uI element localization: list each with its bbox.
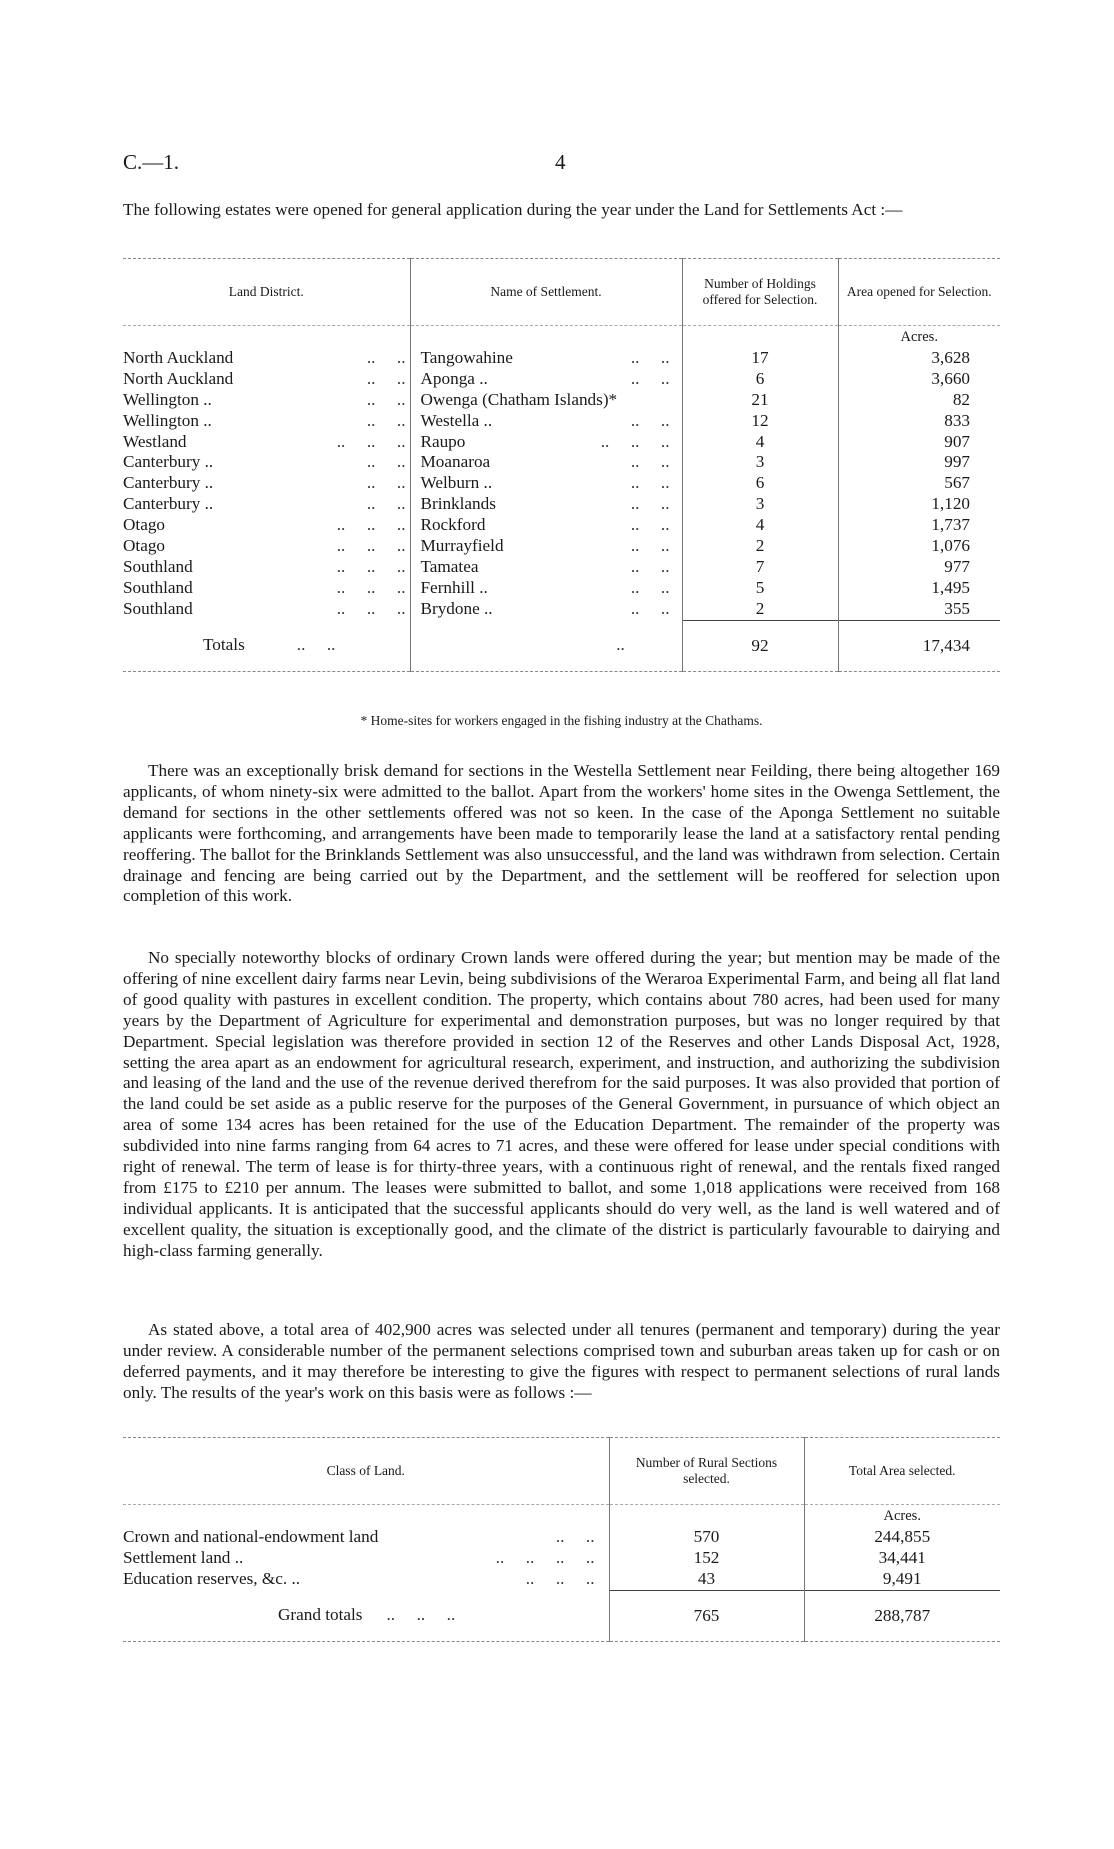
document-reference: C.—1. — [123, 150, 180, 174]
table-row — [123, 515, 1000, 536]
settlement-leader-dots: .. .. — [630, 368, 670, 388]
total-area: 17,434 — [838, 620, 1000, 671]
paragraph-total-area: As stated above, a total area of 402,900 acres was selected under all tenures (permanent and temporary) during the year under review. A considerable number of the permanent selections comprised town and suburban areas taken up for cash or on deferred payments, and it may therefore be interesting to give the figures with respect to permanent selections of rural lands only. The results of the year's work on this basis were as follows :— — [123, 1320, 1000, 1402]
settlement-leader-dots: .. .. — [630, 556, 670, 576]
settlement-name: Brinklands — [420, 494, 496, 514]
table-row — [123, 578, 1000, 599]
land-district: Canterbury .. — [123, 452, 214, 472]
grand-totals-leader: .. .. .. — [386, 1605, 456, 1625]
grand-total-area: 288,787 — [804, 1590, 1000, 1641]
land-district: Otago — [123, 515, 166, 535]
land-district: Wellington .. — [123, 389, 212, 409]
land-class: Settlement land .. — [123, 1547, 244, 1567]
settlement-leader-dots: .. .. — [630, 515, 670, 535]
district-leader-dots: .. .. .. — [336, 577, 406, 597]
rural-table-header-row — [123, 1438, 1000, 1505]
land-district: North Auckland — [123, 347, 234, 367]
settlement-name: Rockford — [420, 515, 486, 535]
grand-totals-label: Grand totals — [278, 1605, 363, 1625]
settlement-name: Murrayfield — [420, 536, 504, 556]
district-leader-dots: .. .. .. — [336, 599, 406, 619]
area-acres: 907 — [838, 432, 1000, 453]
land-district: Canterbury .. — [123, 494, 214, 514]
holdings-count: 2 — [682, 599, 838, 620]
land-district: Wellington .. — [123, 410, 212, 430]
area-acres: 1,076 — [838, 536, 1000, 557]
table-row — [123, 1527, 1000, 1548]
table-row — [123, 369, 1000, 390]
table-row — [123, 557, 1000, 578]
holdings-count: 5 — [682, 578, 838, 599]
units-row — [123, 326, 1000, 348]
settlement-leader-dots: .. .. — [630, 473, 670, 493]
paragraph-westella: There was an exceptionally brisk demand for sections in the Westella Settlement near Feilding, there being altogether 169 applicants, of whom ninety-six were admitted to the ballot. Apart from the workers' home sites in the Owenga Settlement, the demand for sections in the other settlements offered was not so keen. In the case of the Aponga Settlement no suitable applicants were forthcoming, and arrangements have been made to temporarily lease the land at a satisfactory rental pending reoffering. The ballot for the Brinklands Settlement was also unsuccessful, and the land was withdrawn from selection. Certain drainage and fencing are being carried out by the Department, and the settlement will be reoffered for selection upon completion of this work. — [123, 761, 1000, 906]
area-acres: 833 — [838, 411, 1000, 432]
area-acres: 997 — [838, 452, 1000, 473]
rural-area-acres: 34,441 — [804, 1548, 1000, 1569]
table-row — [123, 411, 1000, 432]
totals-label: Totals — [203, 635, 245, 655]
holdings-count: 4 — [682, 515, 838, 536]
district-leader-dots: .. .. — [366, 368, 406, 388]
table-row — [123, 1569, 1000, 1590]
area-acres: 977 — [838, 557, 1000, 578]
holdings-count: 17 — [682, 348, 838, 369]
district-leader-dots: .. .. .. — [336, 431, 406, 451]
land-district: Canterbury .. — [123, 473, 214, 493]
area-acres: 3,660 — [838, 369, 1000, 390]
totals-row — [123, 620, 1000, 671]
rural-sections-count: 152 — [609, 1548, 804, 1569]
settlement-leader-dots: .. .. .. — [600, 431, 670, 451]
district-leader-dots: .. .. — [366, 410, 406, 430]
grand-totals-row — [123, 1590, 1000, 1641]
rural-area-acres: 244,855 — [804, 1527, 1000, 1548]
settlement-name: Owenga (Chatham Islands)* — [420, 389, 618, 409]
rural-sections-count: 570 — [609, 1527, 804, 1548]
district-leader-dots: .. .. — [366, 389, 406, 409]
settlement-leader-dots: .. .. — [630, 536, 670, 556]
district-leader-dots: .. .. — [366, 494, 406, 514]
settlement-leader-dots: .. .. — [630, 494, 670, 514]
district-leader-dots: .. .. — [366, 347, 406, 367]
rural-sections-count: 43 — [609, 1569, 804, 1590]
land-district: Westland — [123, 431, 187, 451]
land-class: Crown and national-endowment land — [123, 1526, 379, 1546]
settlement-name: Tamatea — [420, 556, 479, 576]
table-row — [123, 473, 1000, 494]
holdings-count: 6 — [682, 369, 838, 390]
district-leader-dots: .. .. .. — [336, 556, 406, 576]
district-leader-dots: .. .. .. — [336, 536, 406, 556]
settlement-leader-dots: .. .. — [630, 599, 670, 619]
header-rural-sections: Number of Rural Sections selected. — [609, 1438, 804, 1505]
area-acres: 3,628 — [838, 348, 1000, 369]
settlement-name: Brydone .. — [420, 599, 493, 619]
header-class-of-land: Class of Land. — [326, 1463, 405, 1478]
land-district: Otago — [123, 536, 166, 556]
area-acres: 82 — [838, 390, 1000, 411]
table-row — [123, 348, 1000, 369]
holdings-count: 4 — [682, 432, 838, 453]
header-holdings: Number of Holdings offered for Selection. — [682, 259, 838, 326]
holdings-count: 7 — [682, 557, 838, 578]
area-acres: 355 — [838, 599, 1000, 620]
area-units-label: Acres. — [900, 329, 938, 345]
area-acres: 1,120 — [838, 494, 1000, 515]
page-number: 4 — [555, 150, 566, 174]
table-row — [123, 452, 1000, 473]
district-leader-dots: .. .. .. — [336, 515, 406, 535]
table-row — [123, 494, 1000, 515]
area-acres: 1,737 — [838, 515, 1000, 536]
land-district: Southland — [123, 556, 193, 576]
land-district: Southland — [123, 577, 193, 597]
total-holdings: 92 — [682, 620, 838, 671]
header-area: Area opened for Selection. — [838, 259, 1000, 326]
header-settlement-name: Name of Settlement. — [410, 259, 682, 326]
totals-settlement-leader: .. — [616, 635, 625, 655]
rural-selections-table — [123, 1437, 1000, 1642]
class-leader-dots: .. .. — [555, 1526, 595, 1546]
settlement-leader-dots: .. .. — [630, 347, 670, 367]
area-acres: 1,495 — [838, 578, 1000, 599]
rural-units-row — [123, 1505, 1000, 1527]
settlement-name: Fernhill .. — [420, 577, 488, 597]
settlement-name: Moanaroa — [420, 452, 491, 472]
table-row — [123, 1548, 1000, 1569]
settlement-name: Welburn .. — [420, 473, 493, 493]
holdings-count: 2 — [682, 536, 838, 557]
settlement-name: Westella .. — [420, 410, 493, 430]
table-row — [123, 390, 1000, 411]
holdings-count: 6 — [682, 473, 838, 494]
land-class: Education reserves, &c. .. — [123, 1568, 301, 1588]
area-acres: 567 — [838, 473, 1000, 494]
settlement-name: Raupo — [420, 431, 466, 451]
district-leader-dots: .. .. — [366, 452, 406, 472]
rural-area-acres: 9,491 — [804, 1569, 1000, 1590]
holdings-count: 3 — [682, 452, 838, 473]
table-row — [123, 599, 1000, 620]
totals-leader: .. .. — [296, 635, 336, 655]
settlement-name: Tangowahine — [420, 347, 513, 367]
land-district: Southland — [123, 599, 193, 619]
settlement-leader-dots: .. .. — [630, 410, 670, 430]
table-row — [123, 432, 1000, 453]
intro-paragraph: The following estates were opened for general application during the year under the Land for Settlements Act :— — [123, 200, 903, 219]
table-header-row — [123, 259, 1000, 326]
paragraph-crown-lands: No specially noteworthy blocks of ordinary Crown lands were offered during the year; but mention may be made of the offering of nine excellent dairy farms near Levin, being subdivisions of the Weraroa Experimental Farm, and being all flat land of good quality with pastures in excellent condition. The property, which contains about 780 acres, had been used for many years by the Department of Agriculture for experimental and demonstration purposes, but was no longer required by that Department. Special legislation was therefore provided in section 12 of the Reserves and other Lands Disposal Act, 1928, setting the area apart as an endowment for agricultural research, experiment, and instruction, and authorizing the subdivision and leasing of the land and the use of the revenue derived therefrom for the said purposes. It was also provided that portion of the land could be set aside as a public reserve for the purposes of the General Government, in pursuance of which object an area of some 134 acres has been retained for the use of the Education Department. The remainder of the property was subdivided into nine farms ranging from 64 acres to 71 acres, and these were offered for lease under special conditions with right of renewal. The term of lease is for thirty-three years, with a continuous right of renewal, and the rentals fixed ranged from £175 to £210 per annum. The leases were submitted to ballot, and some 1,018 applications were received from 168 individual applicants. It is anticipated that the successful applicants should do very well, as the land is well watered and of excellent quality, the situation is exceptionally good, and the climate of the district is particularly favourable to dairying and high-class farming generally. — [123, 948, 1000, 1260]
settlement-name: Aponga .. — [420, 368, 488, 388]
settlements-table — [123, 258, 1000, 672]
class-leader-dots: .. .. .. .. — [495, 1547, 595, 1567]
settlement-leader-dots: .. .. — [630, 577, 670, 597]
holdings-count: 12 — [682, 411, 838, 432]
table-row — [123, 536, 1000, 557]
settlement-leader-dots: .. .. — [630, 452, 670, 472]
table-footnote: * Home-sites for workers engaged in the fishing industry at the Chathams. — [360, 713, 763, 728]
rural-area-units-label: Acres. — [883, 1508, 921, 1524]
header-land-district: Land District. — [228, 284, 304, 299]
grand-total-sections: 765 — [609, 1590, 804, 1641]
header-total-area: Total Area selected. — [804, 1438, 1000, 1505]
district-leader-dots: .. .. — [366, 473, 406, 493]
holdings-count: 3 — [682, 494, 838, 515]
holdings-count: 21 — [682, 390, 838, 411]
land-district: North Auckland — [123, 368, 234, 388]
page-header — [123, 150, 1003, 180]
class-leader-dots: .. .. .. — [525, 1568, 595, 1588]
